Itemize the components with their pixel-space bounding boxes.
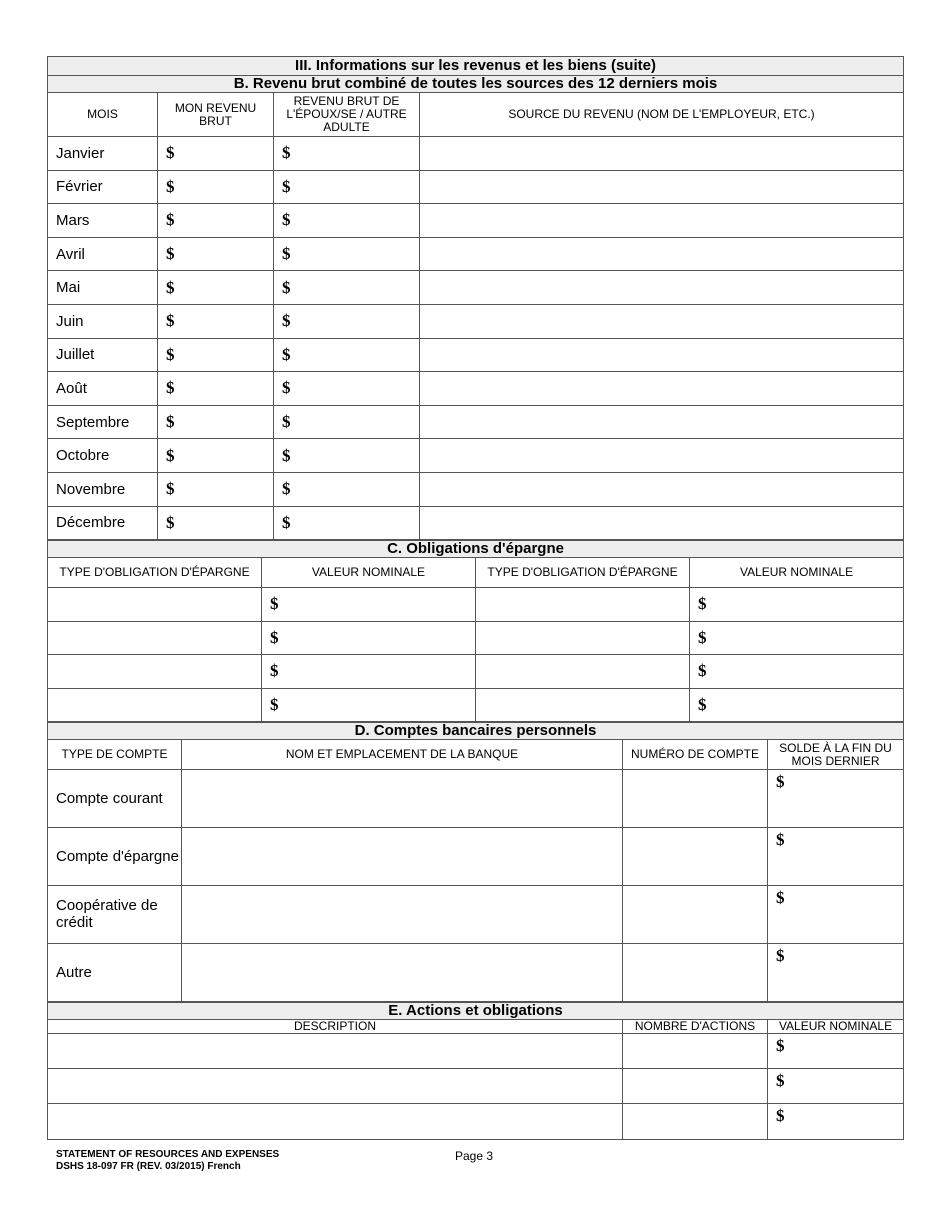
month-label: Mai	[48, 271, 158, 305]
bond-row	[48, 588, 904, 622]
header-type-compte: TYPE DE COMPTE	[48, 740, 182, 770]
spouse-income-field[interactable]: $	[274, 506, 420, 540]
bank-account-row	[48, 828, 904, 886]
month-label: Novembre	[48, 472, 158, 506]
footer-form-title: STATEMENT OF RESOURCES AND EXPENSES	[56, 1149, 280, 1160]
month-label: Janvier	[48, 137, 158, 171]
bank-name-field[interactable]	[182, 770, 623, 828]
income-row	[48, 170, 904, 204]
section-d-title: D. Comptes bancaires personnels	[48, 723, 904, 740]
bond-type-field[interactable]	[48, 655, 262, 689]
month-label: Décembre	[48, 506, 158, 540]
spouse-income-field[interactable]: $	[274, 472, 420, 506]
month-label: Février	[48, 170, 158, 204]
section-c-table	[47, 540, 904, 722]
header-numero-compte: NUMÉRO DE COMPTE	[623, 740, 768, 770]
stock-value-field[interactable]: $	[768, 1069, 904, 1104]
stock-description-field[interactable]	[48, 1104, 623, 1139]
balance-field[interactable]: $	[768, 885, 904, 943]
bank-account-row	[48, 770, 904, 828]
income-row	[48, 237, 904, 271]
income-source-field[interactable]	[420, 405, 904, 439]
my-income-field[interactable]: $	[158, 304, 274, 338]
my-income-field[interactable]: $	[158, 204, 274, 238]
balance-field[interactable]: $	[768, 828, 904, 886]
bond-row	[48, 655, 904, 689]
spouse-income-field[interactable]: $	[274, 137, 420, 171]
header-revenu-epoux: REVENU BRUT DE L'ÉPOUX/SE / AUTRE ADULTE	[274, 93, 420, 137]
bond-row	[48, 621, 904, 655]
section-c-title: C. Obligations d'épargne	[48, 541, 904, 558]
income-source-field[interactable]	[420, 506, 904, 540]
bond-type-field[interactable]	[476, 688, 690, 722]
income-source-field[interactable]	[420, 372, 904, 406]
my-income-field[interactable]: $	[158, 405, 274, 439]
income-source-field[interactable]	[420, 170, 904, 204]
month-label: Juillet	[48, 338, 158, 372]
account-type-label: Coopérative de crédit	[48, 885, 182, 943]
section-b-table	[47, 56, 904, 540]
income-source-field[interactable]	[420, 271, 904, 305]
bond-type-field[interactable]	[476, 588, 690, 622]
spouse-income-field[interactable]: $	[274, 372, 420, 406]
income-source-field[interactable]	[420, 204, 904, 238]
month-label: Octobre	[48, 439, 158, 473]
bond-row	[48, 688, 904, 722]
form-footer	[56, 1149, 279, 1173]
income-row	[48, 204, 904, 238]
spouse-income-field[interactable]: $	[274, 170, 420, 204]
account-number-field[interactable]	[623, 885, 768, 943]
header-nombre-actions: NOMBRE D'ACTIONS	[623, 1019, 768, 1033]
income-row	[48, 439, 904, 473]
my-income-field[interactable]: $	[158, 271, 274, 305]
bond-value-field[interactable]: $	[262, 588, 476, 622]
share-count-field[interactable]	[623, 1069, 768, 1104]
account-number-field[interactable]	[623, 943, 768, 1001]
income-row	[48, 137, 904, 171]
account-type-label: Autre	[48, 943, 182, 1001]
bank-account-row	[48, 943, 904, 1001]
income-row	[48, 405, 904, 439]
bond-value-field[interactable]: $	[262, 688, 476, 722]
share-count-field[interactable]	[623, 1033, 768, 1068]
header-solde: SOLDE À LA FIN DU MOIS DERNIER	[768, 740, 904, 770]
bond-value-field[interactable]: $	[690, 688, 904, 722]
header-valeur-nominale-1: VALEUR NOMINALE	[262, 558, 476, 588]
my-income-field[interactable]: $	[158, 338, 274, 372]
my-income-field[interactable]: $	[158, 506, 274, 540]
income-row	[48, 338, 904, 372]
spouse-income-field[interactable]: $	[274, 204, 420, 238]
header-nom-banque: NOM ET EMPLACEMENT DE LA BANQUE	[182, 740, 623, 770]
month-label: Juin	[48, 304, 158, 338]
month-label: Septembre	[48, 405, 158, 439]
stock-row	[48, 1033, 904, 1068]
income-source-field[interactable]	[420, 137, 904, 171]
footer-form-number: DSHS 18-097 FR (REV. 03/2015) French	[56, 1161, 241, 1172]
section-e-table	[47, 1002, 904, 1140]
my-income-field[interactable]: $	[158, 237, 274, 271]
bond-value-field[interactable]: $	[262, 621, 476, 655]
header-source-revenu: SOURCE DU REVENU (NOM DE L'EMPLOYEUR, ETC.)	[420, 93, 904, 137]
header-mon-revenu-brut: MON REVENU BRUT	[158, 93, 274, 137]
my-income-field[interactable]: $	[158, 137, 274, 171]
income-row	[48, 472, 904, 506]
bank-name-field[interactable]	[182, 885, 623, 943]
income-row	[48, 506, 904, 540]
month-label: Août	[48, 372, 158, 406]
bond-type-field[interactable]	[48, 688, 262, 722]
spouse-income-field[interactable]: $	[274, 237, 420, 271]
income-row	[48, 372, 904, 406]
spouse-income-field[interactable]: $	[274, 271, 420, 305]
spouse-income-field[interactable]: $	[274, 304, 420, 338]
header-mois: MOIS	[48, 93, 158, 137]
balance-field[interactable]: $	[768, 770, 904, 828]
stock-value-field[interactable]: $	[768, 1104, 904, 1139]
income-source-field[interactable]	[420, 439, 904, 473]
section-b-title: B. Revenu brut combiné de toutes les sources des 12 derniers mois	[48, 76, 904, 93]
my-income-field[interactable]: $	[158, 170, 274, 204]
my-income-field[interactable]: $	[158, 372, 274, 406]
section-title: III. Informations sur les revenus et les biens (suite)	[48, 57, 904, 76]
my-income-field[interactable]: $	[158, 439, 274, 473]
bank-name-field[interactable]	[182, 943, 623, 1001]
share-count-field[interactable]	[623, 1104, 768, 1139]
bank-account-row	[48, 885, 904, 943]
bond-type-field[interactable]	[476, 655, 690, 689]
bond-type-field[interactable]	[48, 588, 262, 622]
spouse-income-field[interactable]: $	[274, 405, 420, 439]
header-description: DESCRIPTION	[48, 1019, 623, 1033]
balance-field[interactable]: $	[768, 943, 904, 1001]
income-row	[48, 271, 904, 305]
income-source-field[interactable]	[420, 472, 904, 506]
account-number-field[interactable]	[623, 770, 768, 828]
stock-description-field[interactable]	[48, 1069, 623, 1104]
section-e-title: E. Actions et obligations	[48, 1002, 904, 1019]
stock-description-field[interactable]	[48, 1033, 623, 1068]
header-type-obligation-1: TYPE D'OBLIGATION D'ÉPARGNE	[48, 558, 262, 588]
income-source-field[interactable]	[420, 304, 904, 338]
header-type-obligation-2: TYPE D'OBLIGATION D'ÉPARGNE	[476, 558, 690, 588]
header-valeur-nominale: VALEUR NOMINALE	[768, 1019, 904, 1033]
month-label: Avril	[48, 237, 158, 271]
stock-row	[48, 1104, 904, 1139]
bank-name-field[interactable]	[182, 828, 623, 886]
account-type-label: Compte d'épargne	[48, 828, 182, 886]
page-number: Page 3	[455, 1149, 494, 1163]
account-number-field[interactable]	[623, 828, 768, 886]
bond-value-field[interactable]: $	[262, 655, 476, 689]
stock-value-field[interactable]: $	[768, 1033, 904, 1068]
spouse-income-field[interactable]: $	[274, 439, 420, 473]
income-row	[48, 304, 904, 338]
bond-value-field[interactable]: $	[690, 655, 904, 689]
month-label: Mars	[48, 204, 158, 238]
income-assets-form	[47, 56, 903, 1140]
income-source-field[interactable]	[420, 237, 904, 271]
income-source-field[interactable]	[420, 338, 904, 372]
bond-type-field[interactable]	[476, 621, 690, 655]
stock-row	[48, 1069, 904, 1104]
bond-type-field[interactable]	[48, 621, 262, 655]
bond-value-field[interactable]: $	[690, 588, 904, 622]
header-valeur-nominale-2: VALEUR NOMINALE	[690, 558, 904, 588]
spouse-income-field[interactable]: $	[274, 338, 420, 372]
my-income-field[interactable]: $	[158, 472, 274, 506]
account-type-label: Compte courant	[48, 770, 182, 828]
section-d-table	[47, 722, 904, 1002]
bond-value-field[interactable]: $	[690, 621, 904, 655]
